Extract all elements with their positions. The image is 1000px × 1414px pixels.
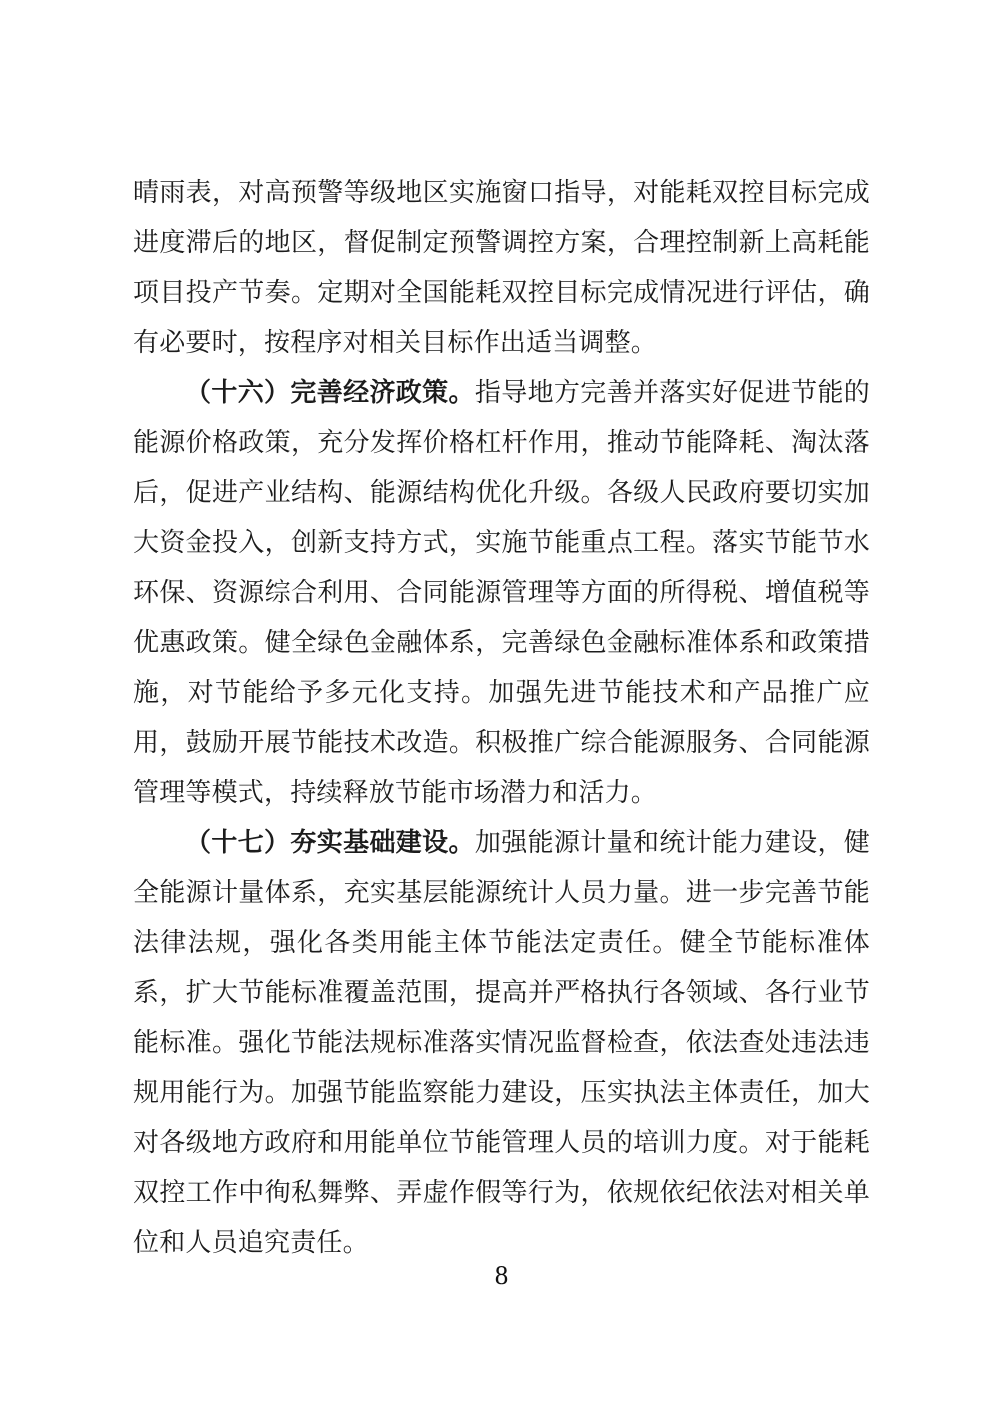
paragraph-section-16 (133, 368, 870, 818)
section-17-heading: （十七）夯实基础建设。 (185, 828, 475, 857)
paragraph-continuation (133, 168, 870, 368)
paragraph-section-17 (133, 818, 870, 1268)
paragraph-text: 加强能源计量和统计能力建设，健全能源计量体系，充实基层能源统计人员力量。进一步完善节能法律法规，强化各类用能主体节能法定责任。健全节能标准体系，扩大节能标准覆盖范围，提高并严格执行各领域、各行业节能标准。强化节能法规标准落实情况监督检查，依法查处违法违规用能行为。加强节能监察能力建设，压实执法主体责任，加大对各级地方政府和用能单位节能管理人员的培训力度。对于能耗双控工作中徇私舞弊、弄虚作假等行为，依规依纪依法对相关单位和人员追究责任。 (133, 828, 870, 1257)
page-number: 8 (494, 1260, 509, 1290)
paragraph-text: 指导地方完善并落实好促进节能的能源价格政策，充分发挥价格杠杆作用，推动节能降耗、淘汰落后，促进产业结构、能源结构优化升级。各级人民政府要切实加大资金投入，创新支持方式，实施节能重点工程。落实节能节水环保、资源综合利用、合同能源管理等方面的所得税、增值税等优惠政策。健全绿色金融体系，完善绿色金融标准体系和政策措施，对节能给予多元化支持。加强先进节能技术和产品推广应用，鼓励开展节能技术改造。积极推广综合能源服务、合同能源管理等模式，持续释放节能市场潜力和活力。 (133, 378, 870, 807)
document-body (133, 168, 870, 1268)
paragraph-text: 晴雨表，对高预警等级地区实施窗口指导，对能耗双控目标完成进度滞后的地区，督促制定预警调控方案，合理控制新上高耗能项目投产节奏。定期对全国能耗双控目标完成情况进行评估，确有必要时，按程序对相关目标作出适当调整。 (133, 178, 870, 357)
section-16-heading: （十六）完善经济政策。 (185, 378, 475, 407)
